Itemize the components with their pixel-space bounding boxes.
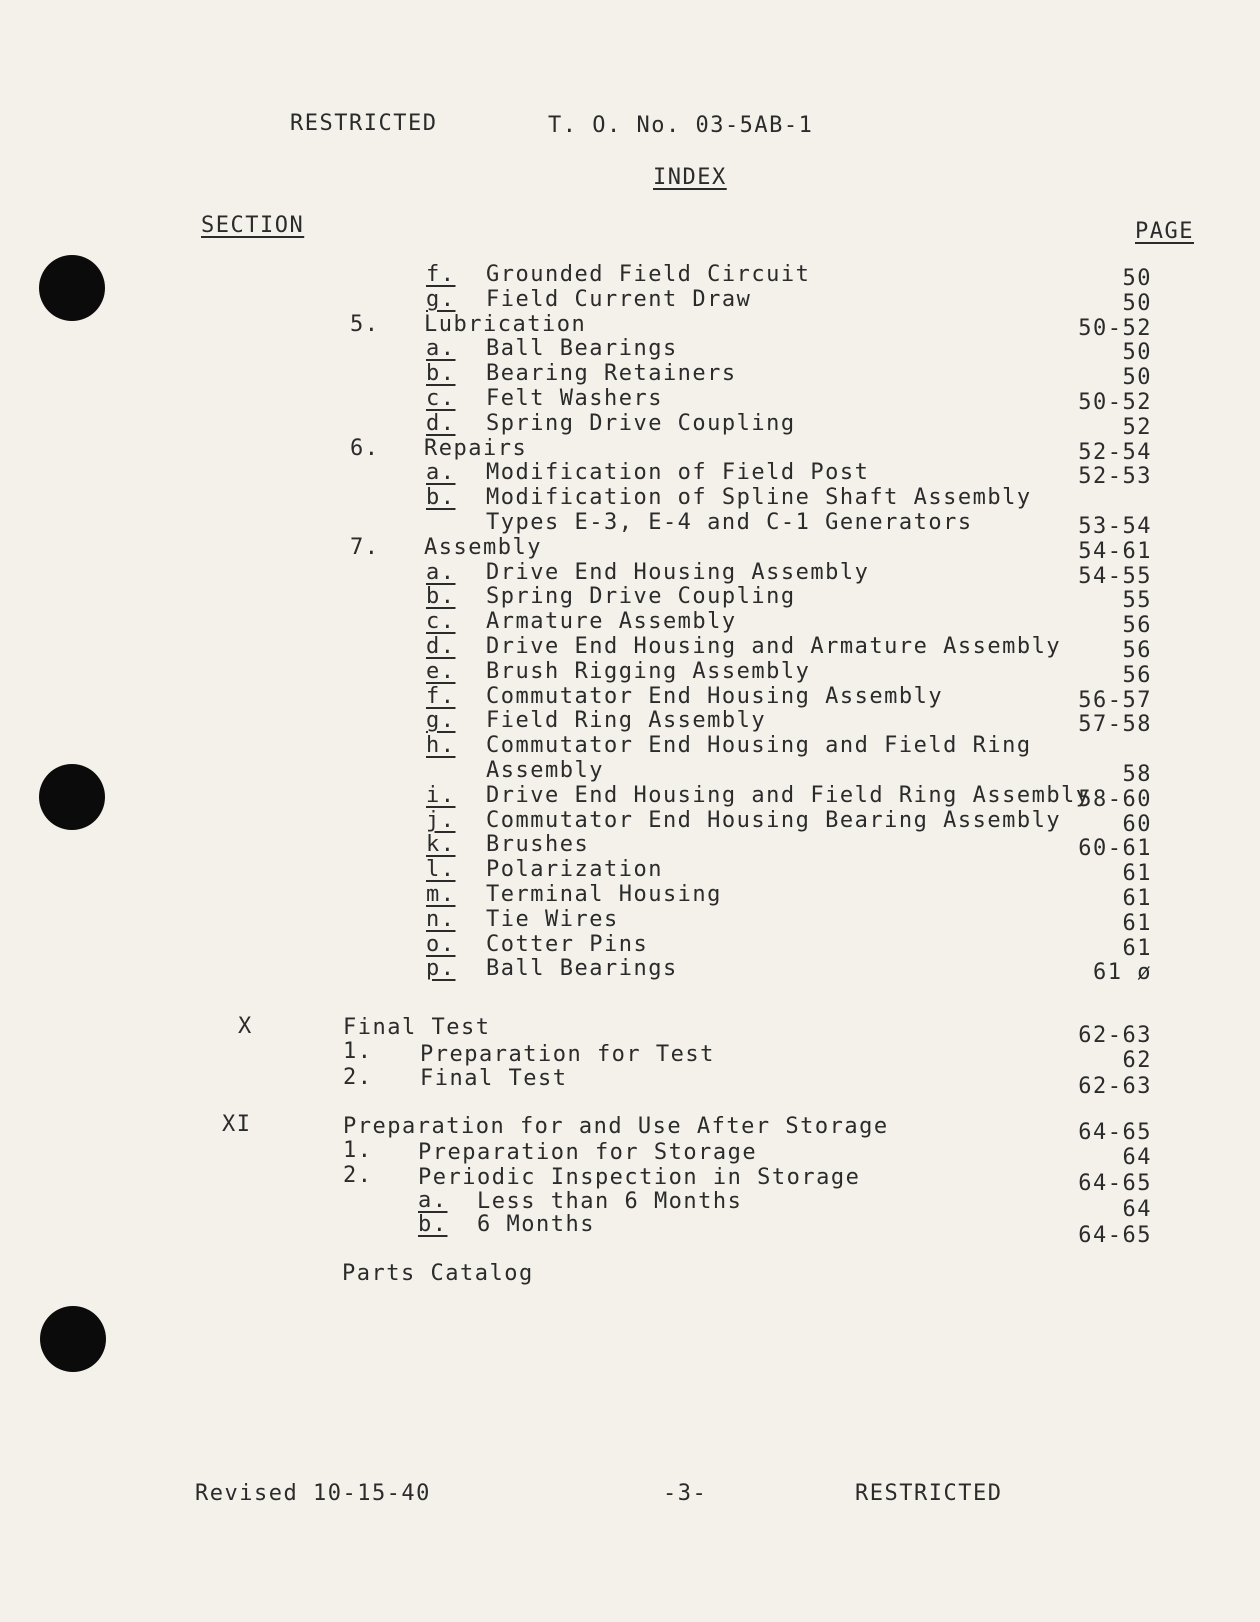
entry-text: Grounded Field Circuit xyxy=(486,262,811,287)
entry-letter: b. xyxy=(426,361,456,386)
entry-page: 54-55 xyxy=(1078,564,1152,589)
section-xi-subitem-page: 64-65 xyxy=(1078,1223,1152,1248)
entry-letter: l. xyxy=(426,857,456,882)
entry-letter: m. xyxy=(426,882,456,907)
entry-text: Assembly xyxy=(424,535,542,560)
entry-letter: o. xyxy=(426,932,456,957)
section-xi-title: Preparation for and Use After Storage xyxy=(343,1114,889,1139)
entry-letter: i. xyxy=(426,783,456,808)
section-xi-subitem-letter: b. xyxy=(418,1212,448,1237)
page-column-label: PAGE xyxy=(1135,219,1194,244)
section-x-title: Final Test xyxy=(343,1015,491,1040)
entry-letter: b. xyxy=(426,485,456,510)
entry-letter: h. xyxy=(426,733,456,758)
entry-text: Lubrication xyxy=(424,312,587,337)
section-xi-subitem-text: 6 Months xyxy=(477,1212,595,1237)
section-x-numeral: X xyxy=(238,1014,253,1039)
section-xi-item-text: Periodic Inspection in Storage xyxy=(418,1165,861,1190)
entry-page: 55 xyxy=(1122,588,1152,613)
entry-text: Field Current Draw xyxy=(486,287,752,312)
entry-page: 58 xyxy=(1122,762,1152,787)
entry-text: Drive End Housing and Armature Assembly xyxy=(486,634,1062,659)
header-document-number: T. O. No. 03-5AB-1 xyxy=(548,113,814,138)
header-restricted: RESTRICTED xyxy=(290,111,438,136)
entry-text: Commutator End Housing Assembly xyxy=(486,684,944,709)
entry-page: 56 xyxy=(1122,638,1152,663)
entry-letter: a. xyxy=(426,460,456,485)
section-x-title-page: 62-63 xyxy=(1078,1023,1152,1048)
entry-letter: a. xyxy=(426,336,456,361)
section-x-item-page: 62 xyxy=(1122,1048,1152,1073)
entry-letter: b. xyxy=(426,584,456,609)
entry-letter: d. xyxy=(426,634,456,659)
entry-letter: j. xyxy=(426,808,456,833)
section-xi-subitem-letter: a. xyxy=(418,1188,448,1213)
punch-hole-middle xyxy=(39,764,105,830)
entry-text: Felt Washers xyxy=(486,386,663,411)
entry-text: Terminal Housing xyxy=(486,882,722,907)
entry-page: 61 xyxy=(1122,886,1152,911)
entry-letter: k. xyxy=(426,832,456,857)
entry-page: 54-61 xyxy=(1078,539,1152,564)
entry-text: Spring Drive Coupling xyxy=(486,584,796,609)
entry-page: 61 xyxy=(1122,936,1152,961)
entry-page: 60-61 xyxy=(1078,836,1152,861)
entry-letter: g. xyxy=(426,287,456,312)
entry-page: 50 xyxy=(1122,340,1152,365)
entry-letter: e. xyxy=(426,659,456,684)
entry-page: 57-58 xyxy=(1078,712,1152,737)
footer-page-number: -3- xyxy=(663,1481,708,1506)
footer-restricted: RESTRICTED xyxy=(855,1481,1003,1506)
section-xi-item-text: Preparation for Storage xyxy=(418,1140,758,1165)
entry-letter: f. xyxy=(426,684,456,709)
entry-letter: p. xyxy=(426,956,456,981)
section-x-item-page: 62-63 xyxy=(1078,1074,1152,1099)
section-xi-item-page: 64 xyxy=(1122,1145,1152,1170)
entry-letter: d. xyxy=(426,411,456,436)
entry-text: Modification of Spline Shaft Assembly xyxy=(486,485,1032,510)
entry-number: 6. xyxy=(350,436,380,461)
section-column-label: SECTION xyxy=(201,213,305,238)
entry-page: 50 xyxy=(1122,266,1152,291)
section-x-item-text: Final Test xyxy=(420,1066,568,1091)
entry-letter: n. xyxy=(426,907,456,932)
entry-page: 52-53 xyxy=(1078,464,1152,489)
section-x-item-number: 2. xyxy=(343,1065,373,1090)
entry-text: Tie Wires xyxy=(486,907,619,932)
entry-text: Repairs xyxy=(424,436,528,461)
section-xi-title-page: 64-65 xyxy=(1078,1120,1152,1145)
entry-page: 56-57 xyxy=(1078,688,1152,713)
entry-page: 58-60 xyxy=(1078,787,1152,812)
section-xi-item-number: 2. xyxy=(343,1163,373,1188)
entry-page: 50-52 xyxy=(1078,390,1152,415)
entry-page: 56 xyxy=(1122,613,1152,638)
entry-letter: a. xyxy=(426,560,456,585)
entry-letter: c. xyxy=(426,609,456,634)
entry-text: Ball Bearings xyxy=(486,336,678,361)
section-xi-subitem-text: Less than 6 Months xyxy=(477,1189,743,1214)
parts-catalog: Parts Catalog xyxy=(342,1261,534,1286)
entry-number: 7. xyxy=(350,535,380,560)
entry-page: 50 xyxy=(1122,291,1152,316)
entry-letter: g. xyxy=(426,708,456,733)
section-xi-numeral: XI xyxy=(222,1112,252,1137)
punch-hole-bottom xyxy=(40,1306,106,1372)
entry-text: Drive End Housing Assembly xyxy=(486,560,870,585)
entry-page: 53-54 xyxy=(1078,514,1152,539)
entry-text: Commutator End Housing and Field Ring xyxy=(486,733,1032,758)
entry-letter: c. xyxy=(426,386,456,411)
entry-page: 50 xyxy=(1122,365,1152,390)
entry-page: 61 xyxy=(1122,911,1152,936)
entry-page: 60 xyxy=(1122,812,1152,837)
section-xi-item-page: 64-65 xyxy=(1078,1171,1152,1196)
entry-text: Brush Rigging Assembly xyxy=(486,659,811,684)
entry-letter: f. xyxy=(426,262,456,287)
entry-text: Ball Bearings xyxy=(486,956,678,981)
entry-text: Commutator End Housing Bearing Assembly xyxy=(486,808,1062,833)
entry-text: Cotter Pins xyxy=(486,932,649,957)
entry-text: Modification of Field Post xyxy=(486,460,870,485)
section-x-item-text: Preparation for Test xyxy=(420,1042,715,1067)
entry-page: 50-52 xyxy=(1078,316,1152,341)
section-xi-subitem-page: 64 xyxy=(1122,1197,1152,1222)
entry-text: Assembly xyxy=(486,758,604,783)
entry-page: 61 ø xyxy=(1093,960,1152,985)
entry-page: 52-54 xyxy=(1078,440,1152,465)
entry-text: Polarization xyxy=(486,857,663,882)
entry-text: Types E-3, E-4 and C-1 Generators xyxy=(486,510,973,535)
entry-number: 5. xyxy=(350,312,380,337)
entry-text: Drive End Housing and Field Ring Assembly xyxy=(486,783,1091,808)
entry-page: 61 xyxy=(1122,861,1152,886)
punch-hole-top xyxy=(39,255,105,321)
entry-text: Bearing Retainers xyxy=(486,361,737,386)
entry-text: Spring Drive Coupling xyxy=(486,411,796,436)
entry-text: Field Ring Assembly xyxy=(486,708,767,733)
entry-page: 52 xyxy=(1122,415,1152,440)
entry-page: 56 xyxy=(1122,663,1152,688)
section-xi-item-number: 1. xyxy=(343,1138,373,1163)
footer-revised-date: Revised 10-15-40 xyxy=(195,1481,431,1506)
index-title: INDEX xyxy=(653,165,727,190)
section-x-item-number: 1. xyxy=(343,1039,373,1064)
entry-text: Brushes xyxy=(486,832,590,857)
entry-text: Armature Assembly xyxy=(486,609,737,634)
